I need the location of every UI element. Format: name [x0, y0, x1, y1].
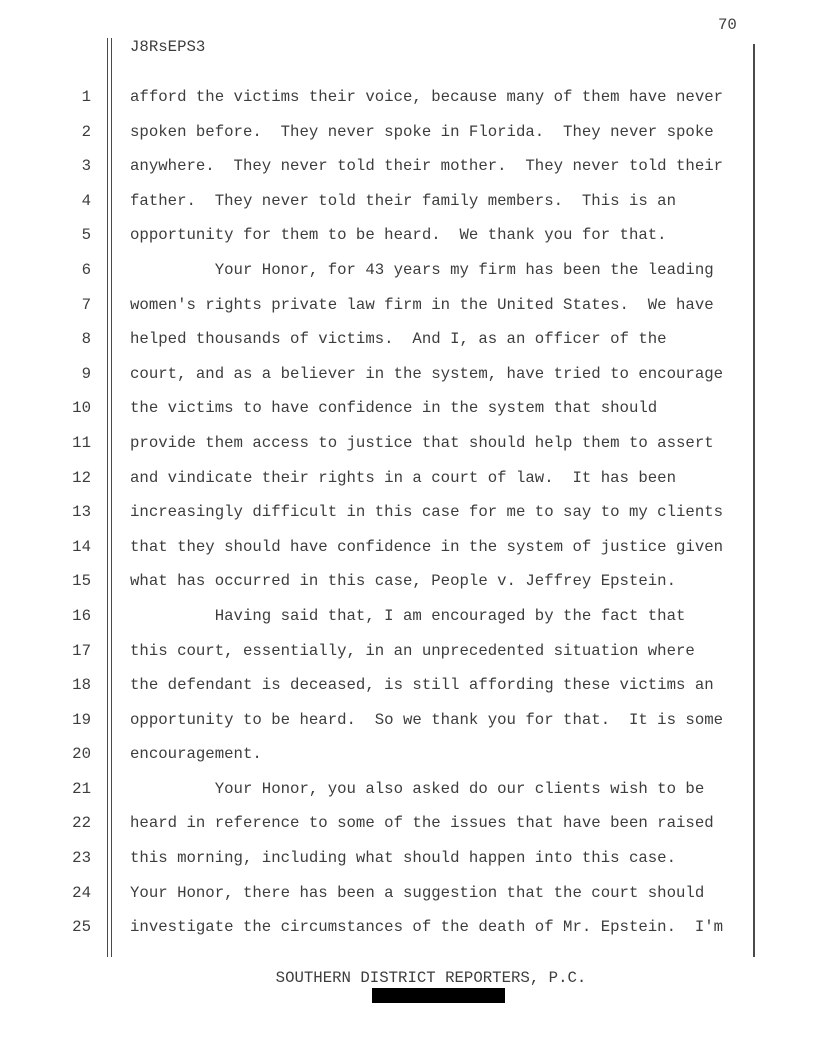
- line-number: 19: [72, 710, 91, 729]
- transcript-line: [0, 461, 816, 496]
- transcript-line: [0, 772, 816, 807]
- line-text: the defendant is deceased, is still affording these victims an: [130, 676, 714, 695]
- line-number: 12: [72, 468, 91, 487]
- redaction-bar: [372, 988, 505, 1003]
- line-text: father. They never told their family members. This is an: [130, 191, 677, 210]
- line-text: provide them access to justice that should help them to assert: [130, 433, 714, 452]
- transcript-line: [0, 426, 816, 461]
- line-number: 8: [81, 330, 91, 349]
- line-number: 20: [72, 745, 91, 764]
- line-text: Your Honor, for 43 years my firm has been the leading: [130, 260, 714, 279]
- line-text: women's rights private law firm in the United States. We have: [130, 295, 714, 314]
- transcript-line: [0, 495, 816, 530]
- transcript-line: [0, 184, 816, 219]
- line-number: 21: [72, 779, 91, 798]
- line-number: 17: [72, 641, 91, 660]
- transcript-line: [0, 253, 816, 288]
- line-text: this morning, including what should happen into this case.: [130, 849, 677, 868]
- line-number: 10: [72, 399, 91, 418]
- line-number: 4: [81, 191, 91, 210]
- line-text: increasingly difficult in this case for me to say to my clients: [130, 503, 724, 522]
- transcript-line: [0, 668, 816, 703]
- line-text: opportunity to be heard. So we thank you for that. It is some: [130, 710, 724, 729]
- line-number: 13: [72, 503, 91, 522]
- transcript-line: [0, 288, 816, 323]
- line-number: 11: [72, 433, 91, 452]
- transcript-line: [0, 737, 816, 772]
- line-text: the victims to have confidence in the system that should: [130, 399, 658, 418]
- line-text: spoken before. They never spoke in Florida. They never spoke: [130, 122, 714, 141]
- line-number: 7: [81, 295, 91, 314]
- transcript-line: [0, 876, 816, 911]
- line-number: 2: [81, 122, 91, 141]
- line-number: 9: [81, 364, 91, 383]
- line-text: afford the victims their voice, because many of them have never: [130, 88, 724, 106]
- line-text: opportunity for them to be heard. We thank you for that.: [130, 226, 667, 245]
- transcript-line: [0, 149, 816, 184]
- transcript-line: [0, 910, 816, 945]
- transcript-line: [0, 703, 816, 738]
- transcript-body: [0, 80, 816, 945]
- line-number: 14: [72, 537, 91, 556]
- line-number: 25: [72, 918, 91, 937]
- transcript-line: [0, 391, 816, 426]
- transcript-line: [0, 530, 816, 565]
- transcript-line: [0, 599, 816, 634]
- line-number: 18: [72, 676, 91, 695]
- line-text: heard in reference to some of the issues that have been raised: [130, 814, 714, 833]
- line-number: 22: [72, 814, 91, 833]
- transcript-header-code: J8RsEPS3: [130, 38, 206, 56]
- line-text: and vindicate their rights in a court of law. It has been: [130, 468, 677, 487]
- line-number: 5: [81, 226, 91, 245]
- line-text: what has occurred in this case, People v. Jeffrey Epstein.: [130, 572, 677, 591]
- transcript-line: [0, 115, 816, 150]
- line-number: 6: [81, 260, 91, 279]
- line-text: Having said that, I am encouraged by the fact that: [130, 606, 686, 625]
- line-text: anywhere. They never told their mother. They never told their: [130, 157, 724, 176]
- line-number: 3: [81, 157, 91, 176]
- line-number: 24: [72, 883, 91, 902]
- line-text: court, and as a believer in the system, have tried to encourage: [130, 364, 724, 383]
- line-number: 23: [72, 849, 91, 868]
- transcript-line: [0, 322, 816, 357]
- line-text: Your Honor, there has been a suggestion that the court should: [130, 883, 705, 902]
- transcript-line: [0, 218, 816, 253]
- line-text: encouragement.: [130, 745, 262, 764]
- transcript-line: [0, 806, 816, 841]
- transcript-line: [0, 80, 816, 115]
- line-text: investigate the circumstances of the death of Mr. Epstein. I'm: [130, 918, 724, 937]
- transcript-line: [0, 634, 816, 669]
- line-number: 16: [72, 606, 91, 625]
- line-text: this court, essentially, in an unprecedented situation where: [130, 641, 695, 660]
- line-number: 1: [81, 88, 91, 106]
- footer-reporter-name: SOUTHERN DISTRICT REPORTERS, P.C.: [275, 969, 587, 987]
- transcript-line: [0, 357, 816, 392]
- line-number: 15: [72, 572, 91, 591]
- transcript-line: [0, 564, 816, 599]
- page-number: 70: [718, 16, 737, 34]
- line-text: that they should have confidence in the system of justice given: [130, 537, 724, 556]
- line-text: helped thousands of victims. And I, as an officer of the: [130, 330, 667, 349]
- transcript-line: [0, 841, 816, 876]
- line-text: Your Honor, you also asked do our clients wish to be: [130, 779, 705, 798]
